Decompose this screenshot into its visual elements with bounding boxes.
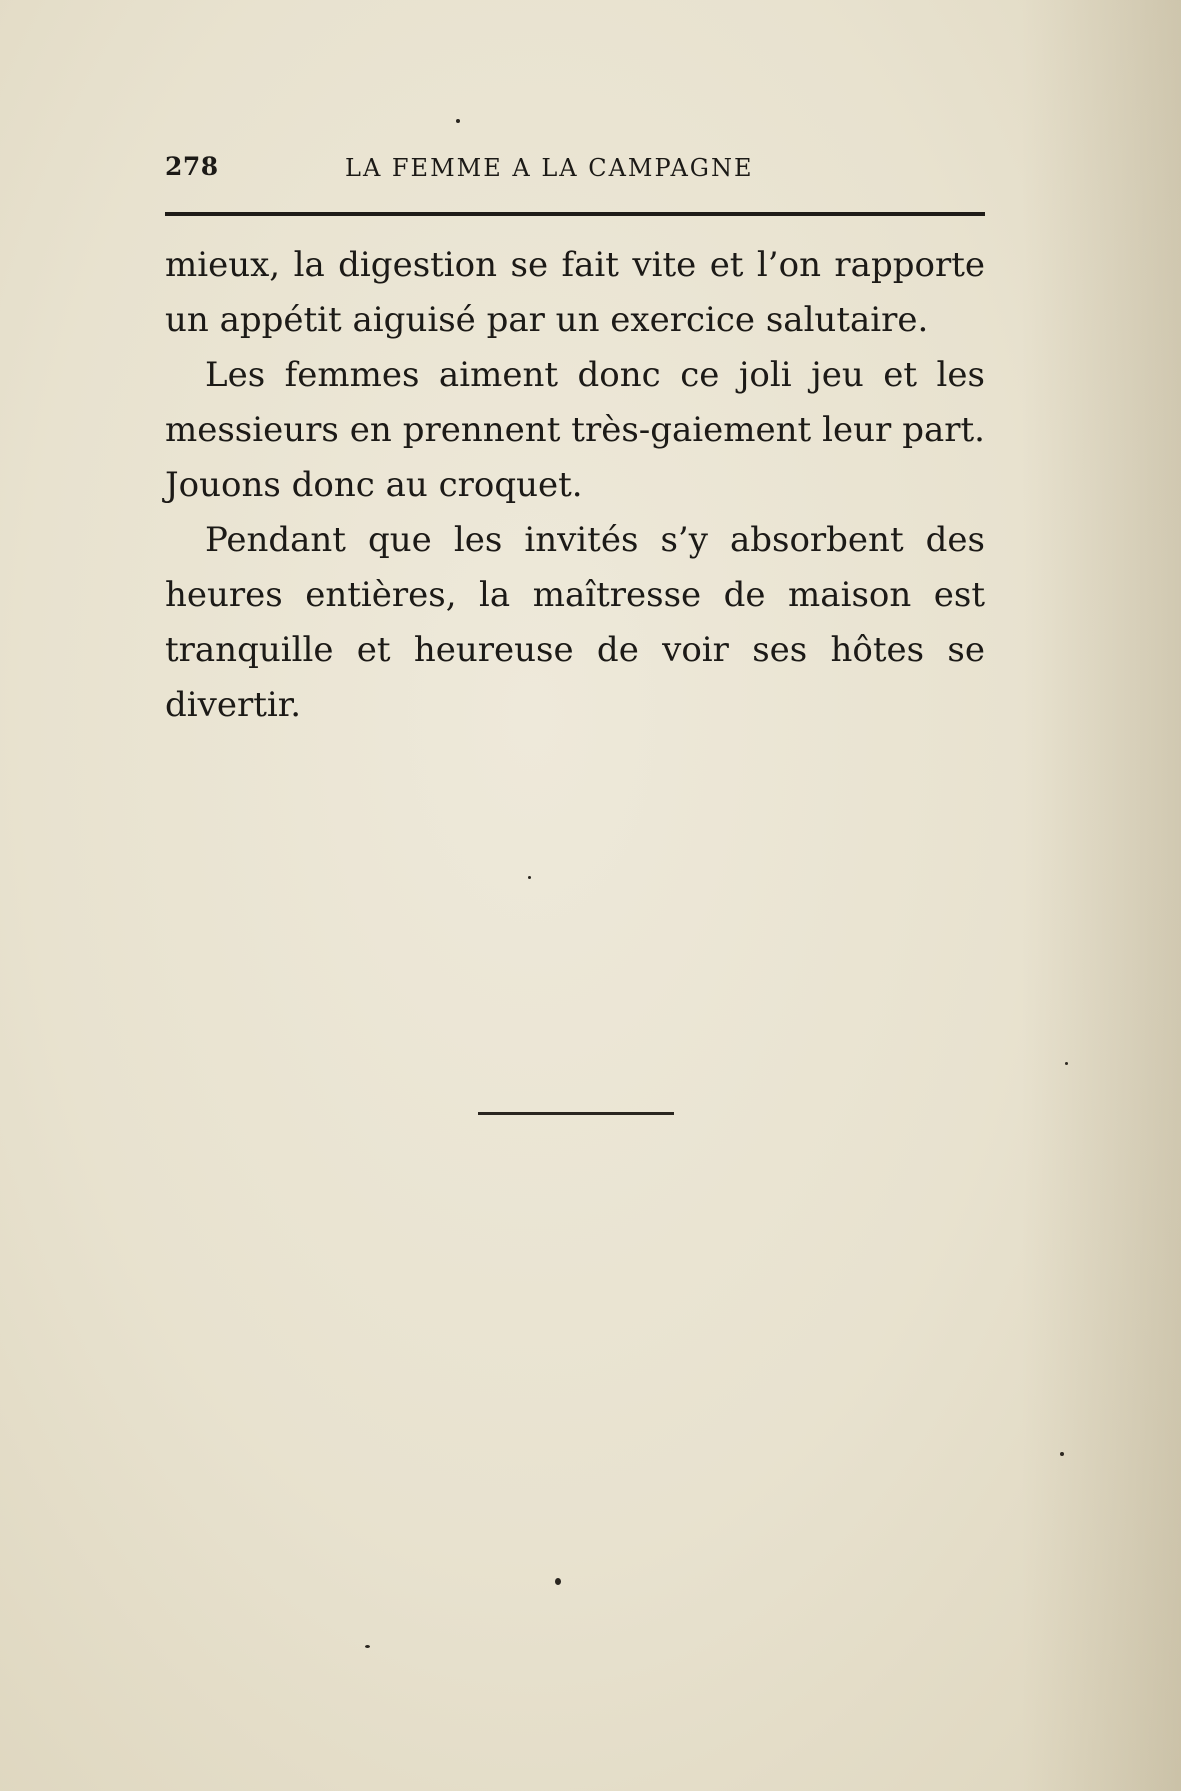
paragraph: Les femmes aiment donc ce joli jeu et les messieurs en prennent très-gaiement leur part. Jouons donc au croquet. bbox=[165, 355, 985, 505]
ink-speck bbox=[365, 1645, 370, 1648]
body-text bbox=[165, 238, 985, 733]
running-title: LA FEMME A LA CAMPAGNE bbox=[345, 154, 754, 182]
paragraph-continuation: mieux, la digestion se fait vite et l’on rapporte un appétit aiguisé par un exercice salutaire. bbox=[165, 245, 985, 340]
ink-speck bbox=[555, 1578, 561, 1585]
chapter-end-rule bbox=[478, 1112, 674, 1115]
running-head bbox=[165, 152, 985, 192]
ink-speck bbox=[1060, 1452, 1064, 1456]
header-rule bbox=[165, 212, 985, 216]
page-number: 278 bbox=[165, 152, 219, 181]
ink-speck bbox=[1065, 1062, 1068, 1065]
paragraph: Pendant que les invités s’y absorbent des heures entières, la maîtresse de maison est tranquille et heureuse de voir ses hôtes se divertir. bbox=[165, 520, 985, 725]
ink-speck bbox=[456, 119, 460, 123]
ink-speck bbox=[528, 876, 531, 879]
